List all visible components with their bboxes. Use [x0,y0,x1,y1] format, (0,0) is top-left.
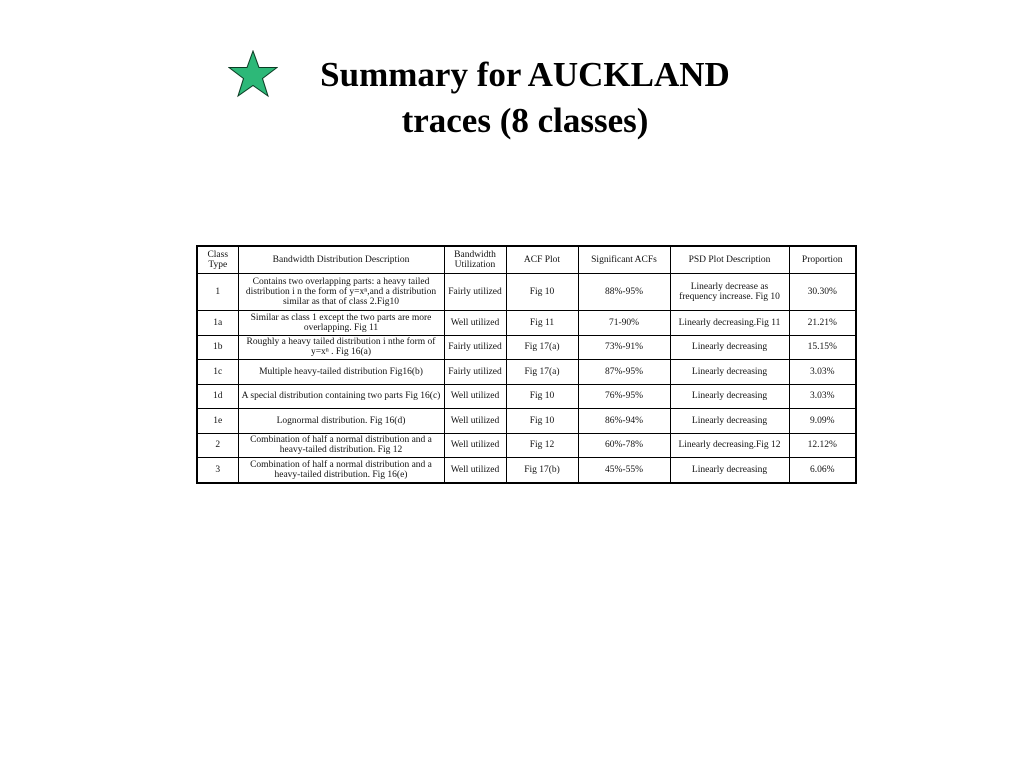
utilization-cell: Well utilized [444,409,506,434]
distribution-description-cell: Lognormal distribution. Fig 16(d) [238,409,444,434]
column-header: Significant ACFs [578,246,670,274]
table-row [197,360,856,385]
psd-description-cell: Linearly decreasing [670,384,789,409]
utilization-cell: Well utilized [444,384,506,409]
acf-plot-cell: Fig 12 [506,433,578,458]
significant-acfs-cell: 87%-95% [578,360,670,385]
utilization-cell: Well utilized [444,311,506,336]
utilization-cell: Fairly utilized [444,335,506,360]
column-header: Bandwidth Utilization [444,246,506,274]
significant-acfs-cell: 73%-91% [578,335,670,360]
table-row [197,274,856,311]
significant-acfs-cell: 76%-95% [578,384,670,409]
distribution-description-cell: Similar as class 1 except the two parts are more overlapping. Fig 11 [238,311,444,336]
slide-title [240,52,810,144]
title-line-2: traces (8 classes) [401,101,649,140]
significant-acfs-cell: 45%-55% [578,458,670,483]
distribution-description-cell: Roughly a heavy tailed distribution i nthe form of y=xⁿ . Fig 16(a) [238,335,444,360]
utilization-cell: Fairly utilized [444,274,506,311]
psd-description-cell: Linearly decreasing [670,409,789,434]
class-type-cell: 2 [197,433,238,458]
significant-acfs-cell: 86%-94% [578,409,670,434]
distribution-description-cell: Combination of half a normal distribution and a heavy-tailed distribution. Fig 16(e) [238,458,444,483]
significant-acfs-cell: 71-90% [578,311,670,336]
table-row [197,409,856,434]
summary-table-container [196,245,855,484]
acf-plot-cell: Fig 17(a) [506,335,578,360]
column-header: Bandwidth Distribution Description [238,246,444,274]
significant-acfs-cell: 88%-95% [578,274,670,311]
distribution-description-cell: Combination of half a normal distribution and a heavy-tailed distribution. Fig 12 [238,433,444,458]
acf-plot-cell: Fig 17(a) [506,360,578,385]
proportion-cell: 6.06% [789,458,856,483]
table-row [197,311,856,336]
psd-description-cell: Linearly decreasing [670,335,789,360]
title-line-1: Summary for AUCKLAND [320,55,730,94]
class-type-cell: 3 [197,458,238,483]
distribution-description-cell: Multiple heavy-tailed distribution Fig16(b) [238,360,444,385]
acf-plot-cell: Fig 11 [506,311,578,336]
column-header: ACF Plot [506,246,578,274]
column-header: Proportion [789,246,856,274]
acf-plot-cell: Fig 10 [506,384,578,409]
table-row [197,335,856,360]
table-row [197,384,856,409]
utilization-cell: Fairly utilized [444,360,506,385]
utilization-cell: Well utilized [444,458,506,483]
acf-plot-cell: Fig 10 [506,274,578,311]
table-body [197,274,856,483]
proportion-cell: 3.03% [789,384,856,409]
proportion-cell: 30.30% [789,274,856,311]
acf-plot-cell: Fig 17(b) [506,458,578,483]
summary-table [196,245,857,484]
class-type-cell: 1e [197,409,238,434]
class-type-cell: 1b [197,335,238,360]
psd-description-cell: Linearly decreasing [670,458,789,483]
significant-acfs-cell: 60%-78% [578,433,670,458]
distribution-description-cell: A special distribution containing two parts Fig 16(c) [238,384,444,409]
class-type-cell: 1 [197,274,238,311]
proportion-cell: 12.12% [789,433,856,458]
utilization-cell: Well utilized [444,433,506,458]
class-type-cell: 1d [197,384,238,409]
proportion-cell: 21.21% [789,311,856,336]
proportion-cell: 15.15% [789,335,856,360]
column-header: Class Type [197,246,238,274]
column-header: PSD Plot Description [670,246,789,274]
class-type-cell: 1a [197,311,238,336]
psd-description-cell: Linearly decrease as frequency increase. Fig 10 [670,274,789,311]
psd-description-cell: Linearly decreasing [670,360,789,385]
proportion-cell: 3.03% [789,360,856,385]
distribution-description-cell: Contains two overlapping parts: a heavy tailed distribution i n the form of y=xⁿ,and a distribution similar as that of class 2.Fig10 [238,274,444,311]
class-type-cell: 1c [197,360,238,385]
acf-plot-cell: Fig 10 [506,409,578,434]
table-header-row [197,246,856,274]
table-row [197,433,856,458]
table-row [197,458,856,483]
psd-description-cell: Linearly decreasing.Fig 11 [670,311,789,336]
proportion-cell: 9.09% [789,409,856,434]
psd-description-cell: Linearly decreasing.Fig 12 [670,433,789,458]
